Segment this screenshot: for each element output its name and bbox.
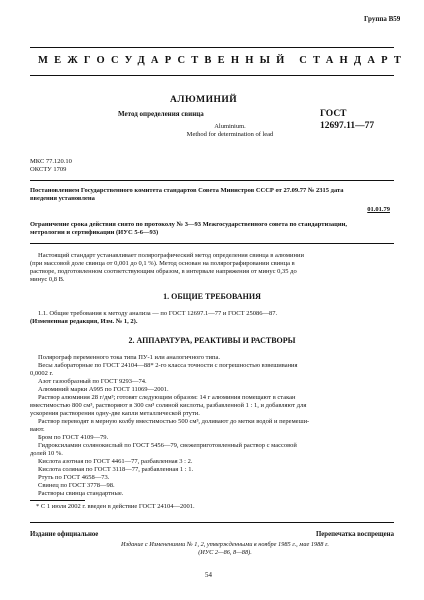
english-title-line2: Method for determination of lead bbox=[186, 131, 274, 138]
section-2-line: Бром по ГОСТ 4109—79. bbox=[38, 434, 109, 441]
section-2-line: Кислота азотная по ГОСТ 4461—77, разбавленная 3 : 2. bbox=[38, 458, 193, 465]
section-2-line: ускорения растворения одну-две капли металлической ртути. bbox=[30, 410, 200, 417]
top-rule bbox=[30, 47, 394, 48]
section-2-line: Свинец по ГОСТ 3778—98. bbox=[38, 482, 115, 489]
section-2-line: Азот газообразный по ГОСТ 9293—74. bbox=[38, 378, 147, 385]
gost-code: 12697.11—77 bbox=[320, 121, 375, 131]
section-1-note: (Измененная редакция, Изм. № 1, 2). bbox=[30, 318, 138, 325]
footnote-rule bbox=[30, 500, 85, 501]
effective-date: 01.01.79 bbox=[367, 206, 390, 213]
intro-line: растворе, подготовленном соответствующим образом, в интервале напряжения от минус 0,35 до bbox=[30, 268, 297, 275]
section-2-body bbox=[30, 354, 390, 498]
reprint-prohibited-label: Перепечатка воспрещена bbox=[316, 531, 394, 538]
header-rule bbox=[30, 180, 394, 181]
english-title bbox=[140, 123, 320, 139]
section-1-heading: 1. ОБЩИЕ ТРЕБОВАНИЯ bbox=[163, 292, 261, 301]
intro-line: минус 0,8 В. bbox=[30, 276, 65, 283]
section-2-line: Весы лабораторные по ГОСТ 24104—88* 2-го класса точности с погрешностью взвешивания bbox=[38, 362, 298, 369]
decree-line-1: Постановлением Государственного комитета стандартов Совета Министров СССР от 27.09.77 № 2315 дата bbox=[30, 187, 344, 194]
edition-note bbox=[80, 541, 370, 557]
decree-text bbox=[30, 187, 390, 203]
english-title-line1: Aluminium. bbox=[214, 123, 246, 130]
section-2-line: Алюминий марки А995 по ГОСТ 11069—2001. bbox=[38, 386, 169, 393]
section-2-line: вместимостью 800 см³, растворяют в 300 см³ соляной кислоты, разбавленной 1 : 1, и добавляют для bbox=[30, 402, 307, 409]
gost-number bbox=[320, 108, 374, 132]
edition-note-line2: (ИУС 2—86, 8—88). bbox=[198, 549, 252, 556]
intro-line: Настоящий стандарт устанавливает полярографический метод определения свинца в алюминии bbox=[38, 252, 304, 259]
official-edition-label: Издание официальное bbox=[30, 531, 99, 538]
section-2-line: долей 10 %. bbox=[30, 450, 63, 457]
page-number: 54 bbox=[205, 571, 212, 579]
gost-label: ГОСТ bbox=[320, 109, 347, 119]
decree-line-2: введения установлена bbox=[30, 195, 95, 202]
document-title: АЛЮМИНИЙ bbox=[170, 95, 238, 105]
section-2-line: Ртуть по ГОСТ 4658—73. bbox=[38, 474, 110, 481]
section-2-line: Растворы свинца стандартные. bbox=[38, 490, 124, 497]
okstu-code: ОКСТУ 1709 bbox=[30, 166, 67, 173]
introduction-paragraph bbox=[30, 252, 390, 284]
section-2-heading: 2. АППАРАТУРА, РЕАКТИВЫ И РАСТВОРЫ bbox=[128, 336, 296, 345]
classification-codes bbox=[30, 158, 72, 174]
section-2-line: вают. bbox=[30, 426, 45, 433]
group-code: Группа В59 bbox=[364, 15, 401, 23]
section-2-line: Раствор алюминия 28 г/дм³; готовят следующим образом: 14 г алюминия помещают в стакан bbox=[38, 394, 296, 401]
section-2-line: Гидроксиламин солянокислый по ГОСТ 5456—79, свежеприготовленный раствор с массовой bbox=[38, 442, 297, 449]
footer-rule bbox=[30, 522, 394, 523]
limitation-rule bbox=[30, 243, 394, 244]
intro-line: (при массовой доле свинца от 0,001 до 0,1 %). Метод основан на полярографировании свинца в bbox=[30, 260, 295, 267]
section-1-text: 1.1. Общие требования к методу анализа — по ГОСТ 12697.1—77 и ГОСТ 25086—87. bbox=[38, 310, 278, 317]
standard-banner: МЕЖГОСУДАРСТВЕННЫЙ СТАНДАРТ bbox=[38, 55, 408, 66]
limitation-line-1: Ограничение срока действия снято по протоколу № 3—93 Межгосударственного совета по стандартизации, bbox=[30, 221, 347, 228]
document-subtitle: Метод определения свинца bbox=[118, 110, 204, 118]
section-2-line: Полярограф переменного тока типа ПУ-1 или аналогичного типа. bbox=[38, 354, 220, 361]
footnote: * С 1 июля 2002 г. введен в действие ГОСТ 24104—2001. bbox=[36, 503, 195, 510]
section-2-line: Раствор переводят в мерную колбу вместимостью 500 см³, доливают до метки водой и перемеши- bbox=[38, 418, 310, 425]
section-2-line: 0,0002 г. bbox=[30, 370, 54, 377]
banner-rule bbox=[30, 75, 394, 76]
limitation-line-2: метрологии и сертификации (ИУС 5-6—93) bbox=[30, 229, 159, 236]
section-2-line: Кислота соляная по ГОСТ 3118—77, разбавленная 1 : 1. bbox=[38, 466, 194, 473]
limitation-text bbox=[30, 221, 390, 237]
edition-note-line1: Издание с Изменениями № 1, 2, утвержденными в ноябре 1985 г., мае 1988 г. bbox=[121, 541, 329, 548]
section-1-body bbox=[30, 310, 390, 326]
mks-code: МКС 77.120.10 bbox=[30, 158, 72, 165]
